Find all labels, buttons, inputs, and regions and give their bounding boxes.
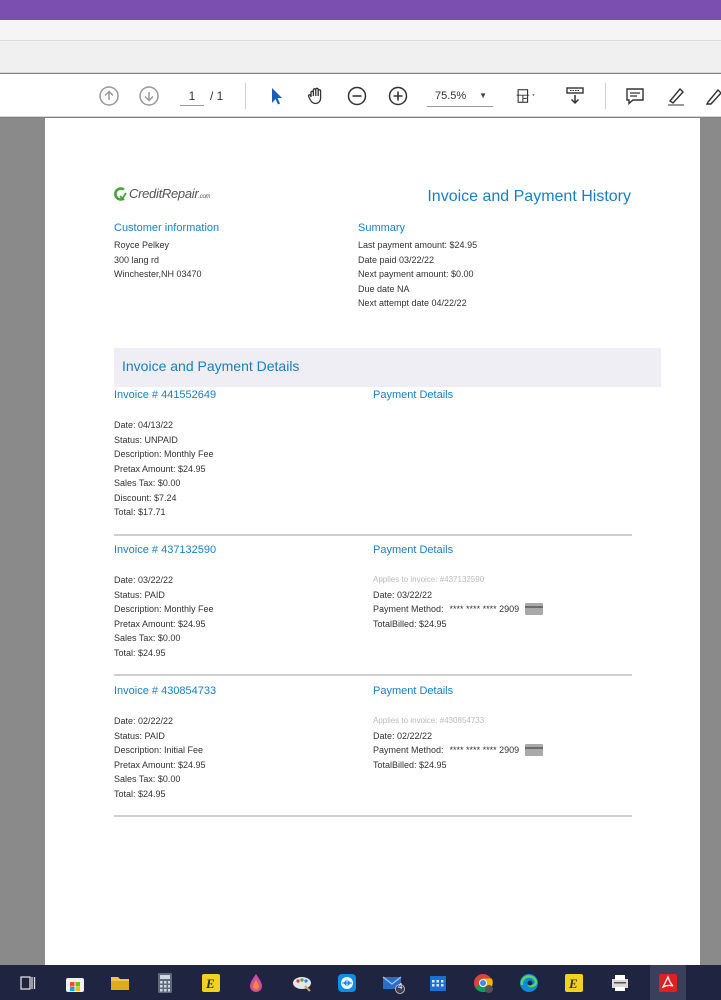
mail-badge: 4 bbox=[398, 982, 403, 991]
chevron-down-icon: ▼ bbox=[479, 91, 487, 100]
microsoft-store-icon[interactable] bbox=[62, 970, 88, 996]
zoom-out-icon[interactable] bbox=[345, 84, 369, 108]
invoice-line: Pretax Amount: $24.95 bbox=[114, 759, 206, 770]
page-fit-icon[interactable] bbox=[511, 84, 541, 108]
zoom-in-icon[interactable] bbox=[386, 84, 410, 108]
customer-address-line-1: 300 lang rd bbox=[114, 254, 160, 265]
zoom-level-value: 75.5% bbox=[435, 90, 467, 102]
credit-repair-logo bbox=[113, 186, 210, 201]
customer-heading: Customer information bbox=[114, 222, 220, 234]
applies-to-invoice: Applies to invoice: #437132590 bbox=[373, 575, 485, 584]
file-explorer-icon[interactable] bbox=[107, 970, 133, 996]
payment-details-heading: Payment Details bbox=[373, 685, 454, 697]
payment-method-label: Payment Method: bbox=[373, 604, 444, 614]
calendar-icon[interactable] bbox=[425, 970, 451, 996]
zoom-level-dropdown[interactable] bbox=[427, 85, 493, 107]
payment-lines bbox=[373, 714, 543, 772]
draw-icon[interactable] bbox=[703, 84, 721, 108]
invoice-line: Pretax Amount: $24.95 bbox=[114, 463, 206, 474]
invoice-line: Total: $17.71 bbox=[114, 507, 166, 517]
select-cursor-icon[interactable] bbox=[264, 84, 288, 108]
logo-mark-icon bbox=[113, 187, 127, 201]
svg-text:E: E bbox=[206, 976, 215, 991]
credit-card-icon bbox=[525, 744, 543, 756]
invoice-line: Pretax Amount: $24.95 bbox=[114, 618, 206, 629]
app-e-icon[interactable] bbox=[198, 970, 224, 996]
payment-details-heading: Payment Details bbox=[373, 389, 454, 401]
invoice-line: Sales Tax: $0.00 bbox=[114, 478, 181, 488]
app-e-icon[interactable] bbox=[561, 970, 587, 996]
mail-icon[interactable] bbox=[380, 970, 406, 996]
invoice-block bbox=[114, 544, 632, 680]
date-paid: Date paid 03/22/22 bbox=[358, 254, 435, 265]
taskbar bbox=[0, 965, 721, 1000]
teamviewer-icon[interactable] bbox=[334, 970, 360, 996]
logo-text: CreditRepair.com bbox=[129, 186, 211, 201]
task-view-icon[interactable] bbox=[15, 970, 41, 996]
comment-icon[interactable] bbox=[623, 84, 647, 108]
invoice-line: Total: $24.95 bbox=[114, 788, 166, 799]
invoice-line: Status: UNPAID bbox=[114, 434, 178, 445]
customer-name: Royce Pelkey bbox=[114, 240, 170, 250]
last-payment-amount: Last payment amount: $24.95 bbox=[358, 240, 478, 250]
pdf-toolbar bbox=[0, 74, 721, 117]
customer-address-line-2: Winchester,NH 03470 bbox=[114, 269, 202, 279]
invoice-lines bbox=[114, 418, 214, 520]
document-title: Invoice and Payment History bbox=[427, 188, 631, 205]
total-billed: TotalBilled: $24.95 bbox=[373, 618, 447, 629]
customer-information bbox=[114, 222, 219, 282]
invoice-number: Invoice # 441552649 bbox=[114, 389, 217, 401]
pdf-page bbox=[45, 118, 700, 965]
section-header bbox=[114, 348, 661, 387]
divider bbox=[114, 815, 632, 817]
section-title: Invoice and Payment Details bbox=[122, 358, 300, 374]
credit-card-icon bbox=[525, 603, 543, 615]
payment-method bbox=[373, 743, 543, 758]
toolbar-divider bbox=[245, 83, 246, 109]
invoice-lines bbox=[114, 714, 206, 801]
payment-date: Date: 03/22/22 bbox=[373, 589, 433, 600]
payment-method bbox=[373, 602, 543, 617]
invoice-block bbox=[114, 389, 632, 539]
payment-lines bbox=[373, 573, 543, 631]
invoice-line: Sales Tax: $0.00 bbox=[114, 774, 181, 784]
window-title-bar bbox=[0, 0, 721, 20]
invoice-number: Invoice # 430854733 bbox=[114, 685, 217, 697]
invoice-line: Total: $24.95 bbox=[114, 647, 166, 658]
invoice-line: Sales Tax: $0.00 bbox=[114, 633, 181, 643]
next-payment-amount: Next payment amount: $0.00 bbox=[358, 269, 474, 279]
invoice-lines bbox=[114, 573, 214, 660]
invoice-block bbox=[114, 685, 632, 821]
highlight-pen-icon[interactable] bbox=[664, 84, 688, 108]
invoice-line: Description: Monthly Fee bbox=[114, 604, 214, 614]
invoice-line: Status: PAID bbox=[114, 730, 165, 741]
summary bbox=[358, 222, 477, 311]
applies-to-invoice: Applies to invoice: #430854733 bbox=[373, 716, 485, 725]
payment-date: Date: 02/22/22 bbox=[373, 730, 433, 741]
page-number-input[interactable]: 1 bbox=[180, 86, 204, 106]
invoice-line: Date: 02/22/22 bbox=[114, 716, 174, 726]
palette-icon[interactable] bbox=[289, 970, 315, 996]
due-date: Due date NA bbox=[358, 283, 410, 294]
next-page-icon[interactable] bbox=[137, 84, 161, 108]
invoice-line: Status: PAID bbox=[114, 589, 165, 600]
next-attempt-date: Next attempt date 04/22/22 bbox=[358, 298, 467, 308]
edge-icon[interactable] bbox=[516, 970, 542, 996]
payment-method-label: Payment Method: bbox=[373, 745, 444, 755]
invoice-line: Description: Monthly Fee bbox=[114, 449, 214, 459]
scrollbar-track[interactable] bbox=[700, 118, 721, 965]
divider bbox=[114, 534, 632, 536]
invoice-line: Date: 03/22/22 bbox=[114, 575, 174, 585]
page-total: / 1 bbox=[210, 89, 224, 103]
invoice-line: Discount: $7.24 bbox=[114, 492, 177, 503]
payment-method-value: **** **** **** 2909 bbox=[449, 745, 520, 755]
paint-drop-icon[interactable] bbox=[243, 970, 269, 996]
summary-heading: Summary bbox=[358, 222, 406, 234]
divider bbox=[114, 674, 632, 676]
hand-tool-icon[interactable] bbox=[304, 84, 328, 108]
tab-bar bbox=[0, 20, 721, 41]
scanner-icon[interactable] bbox=[607, 970, 633, 996]
document-viewport[interactable] bbox=[0, 118, 721, 965]
toolbar-divider bbox=[605, 83, 606, 109]
total-billed: TotalBilled: $24.95 bbox=[373, 759, 447, 770]
menu-strip bbox=[0, 41, 721, 73]
invoice-number: Invoice # 437132590 bbox=[114, 544, 217, 556]
calculator-icon[interactable] bbox=[152, 970, 178, 996]
chrome-icon[interactable] bbox=[470, 970, 496, 996]
payment-method-value: **** **** **** 2909 bbox=[449, 604, 520, 614]
payment-details-heading: Payment Details bbox=[373, 544, 454, 556]
previous-page-icon[interactable] bbox=[97, 84, 121, 108]
svg-text:E: E bbox=[569, 976, 578, 991]
invoice-line: Date: 04/13/22 bbox=[114, 420, 174, 430]
invoice-line: Description: Initial Fee bbox=[114, 745, 204, 755]
scroll-mode-icon[interactable] bbox=[563, 84, 587, 108]
acrobat-reader-icon[interactable] bbox=[650, 965, 686, 1000]
